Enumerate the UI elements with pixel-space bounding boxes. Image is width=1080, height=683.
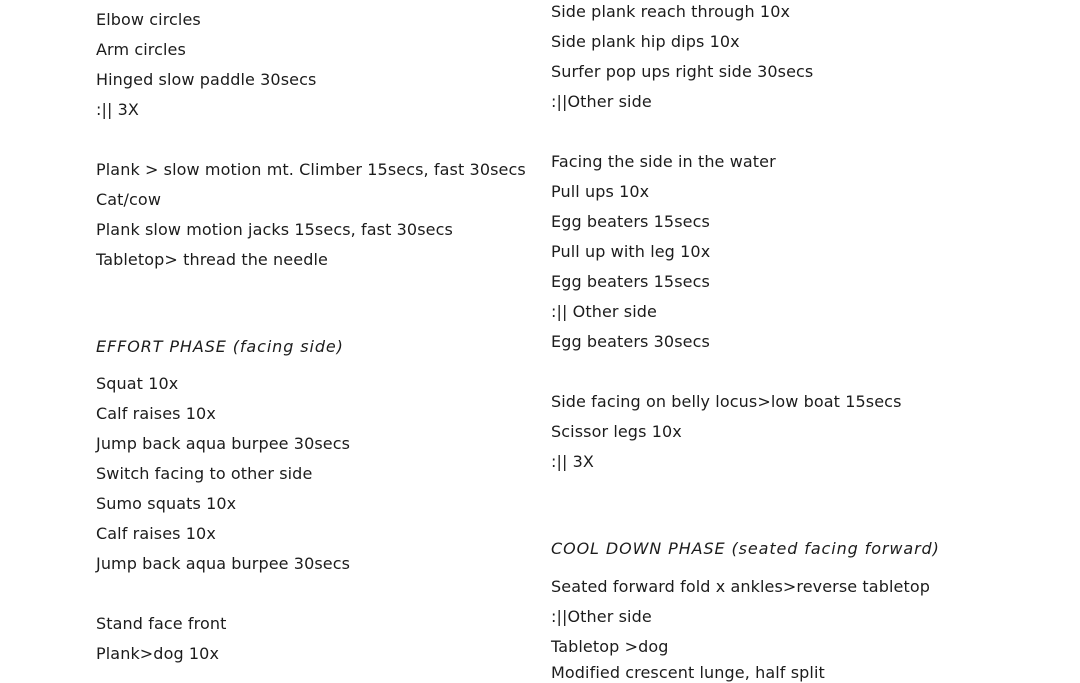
exercise-line: Switch facing to other side [96,464,313,483]
exercise-line: Tabletop >dog [551,637,669,656]
exercise-line: Tabletop> thread the needle [96,250,328,269]
exercise-line: Egg beaters 30secs [551,332,710,351]
exercise-line: Calf raises 10x [96,404,216,423]
exercise-line: Cat/cow [96,190,162,209]
exercise-line: Seated forward fold x ankles>reverse tabletop [551,577,930,596]
exercise-line: Sumo squats 10x [96,494,237,513]
exercise-line: Facing the side in the water [551,152,776,171]
exercise-line: Squat 10x [96,374,179,393]
section-heading-effort-phase: EFFORT PHASE (facing side) [96,337,344,356]
exercise-line: Egg beaters 15secs [551,272,710,291]
repeat-marker: :|| 3X [96,100,139,119]
exercise-line: Egg beaters 15secs [551,212,710,231]
repeat-marker: :||Other side [551,607,652,626]
exercise-line: Jump back aqua burpee 30secs [96,434,351,453]
exercise-line: Side facing on belly locus>low boat 15secs [551,392,902,411]
exercise-line: Plank > slow motion mt. Climber 15secs, fast 30secs [96,160,526,179]
exercise-line: Pull up with leg 10x [551,242,711,261]
repeat-marker: :|| 3X [551,452,594,471]
exercise-line: Jump back aqua burpee 30secs [96,554,351,573]
exercise-line: Surfer pop ups right side 30secs [551,62,814,81]
exercise-line: Stand face front [96,614,227,633]
exercise-line: Plank>dog 10x [96,644,220,663]
exercise-line: Side plank hip dips 10x [551,32,740,51]
section-heading-cool-down-phase: COOL DOWN PHASE (seated facing forward) [551,539,940,558]
exercise-line: Plank slow motion jacks 15secs, fast 30secs [96,220,453,239]
exercise-line: Side plank reach through 10x [551,2,791,21]
exercise-line: Calf raises 10x [96,524,216,543]
repeat-marker: :||Other side [551,92,652,111]
exercise-line: Scissor legs 10x [551,422,682,441]
exercise-line: Hinged slow paddle 30secs [96,70,317,89]
repeat-marker: :|| Other side [551,302,657,321]
exercise-line: Modified crescent lunge, half split [551,663,825,682]
exercise-line: Arm circles [96,40,186,59]
exercise-line: Pull ups 10x [551,182,650,201]
exercise-line: Elbow circles [96,10,201,29]
